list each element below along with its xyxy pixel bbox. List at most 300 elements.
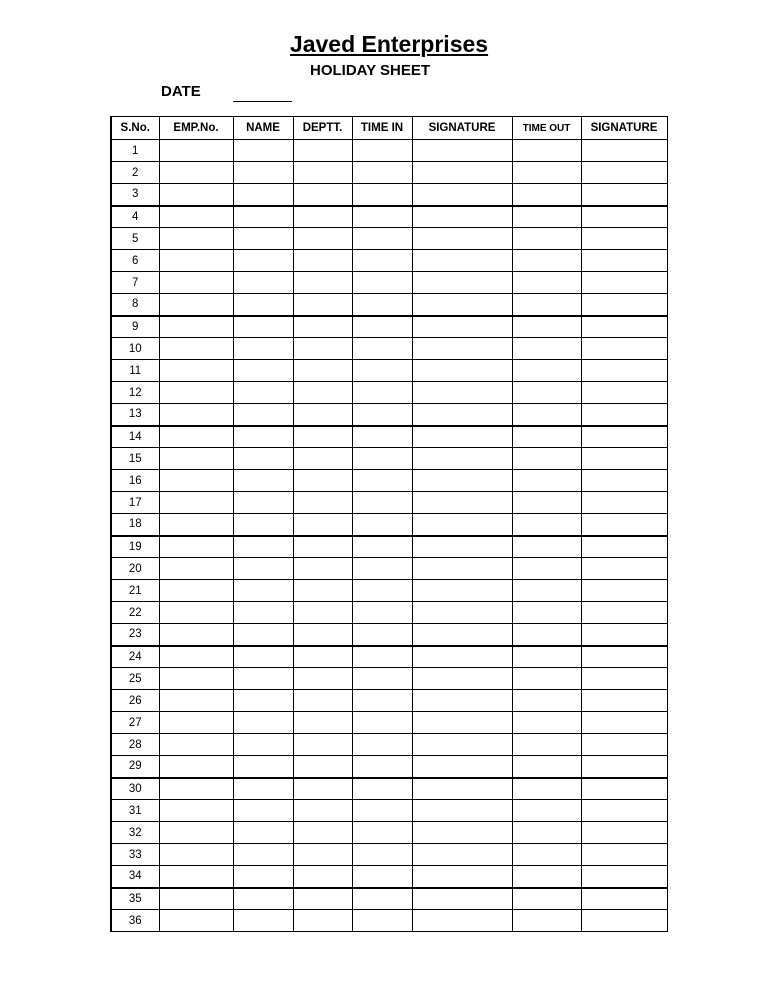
time-in-cell[interactable] xyxy=(352,712,412,734)
time-out-cell[interactable] xyxy=(512,184,581,206)
signature-out-cell[interactable] xyxy=(581,382,667,404)
sno-cell: 9 xyxy=(111,316,159,338)
time-in-cell[interactable] xyxy=(352,250,412,272)
time-in-cell[interactable] xyxy=(352,580,412,602)
emp-no-cell[interactable] xyxy=(159,470,233,492)
time-in-cell[interactable] xyxy=(352,184,412,206)
name-cell[interactable] xyxy=(233,272,293,294)
time-in-cell[interactable] xyxy=(352,404,412,426)
name-cell[interactable] xyxy=(233,338,293,360)
signature-in-cell[interactable] xyxy=(412,426,512,448)
name-cell[interactable] xyxy=(233,778,293,800)
sno-cell: 31 xyxy=(111,800,159,822)
deptt-cell[interactable] xyxy=(293,778,352,800)
time-out-cell[interactable] xyxy=(512,404,581,426)
time-out-cell[interactable] xyxy=(512,624,581,646)
time-out-cell[interactable] xyxy=(512,646,581,668)
name-cell[interactable] xyxy=(233,624,293,646)
signature-out-cell[interactable] xyxy=(581,690,667,712)
sno-cell: 21 xyxy=(111,580,159,602)
time-out-cell[interactable] xyxy=(512,756,581,778)
signature-in-cell[interactable] xyxy=(412,646,512,668)
signature-in-cell[interactable] xyxy=(412,294,512,316)
deptt-cell[interactable] xyxy=(293,646,352,668)
signature-out-cell[interactable] xyxy=(581,140,667,162)
time-out-cell[interactable] xyxy=(512,162,581,184)
signature-out-cell[interactable] xyxy=(581,910,667,932)
time-out-cell[interactable] xyxy=(512,668,581,690)
name-cell[interactable] xyxy=(233,514,293,536)
sno-cell: 17 xyxy=(111,492,159,514)
signature-out-cell[interactable] xyxy=(581,360,667,382)
signature-out-cell[interactable] xyxy=(581,558,667,580)
date-label: DATE xyxy=(161,83,201,100)
sno-cell: 15 xyxy=(111,448,159,470)
signature-in-cell[interactable] xyxy=(412,624,512,646)
signature-in-cell[interactable] xyxy=(412,910,512,932)
signature-in-cell[interactable] xyxy=(412,360,512,382)
time-out-cell[interactable] xyxy=(512,426,581,448)
signature-out-cell[interactable] xyxy=(581,492,667,514)
deptt-cell[interactable] xyxy=(293,536,352,558)
deptt-cell[interactable] xyxy=(293,272,352,294)
deptt-cell[interactable] xyxy=(293,250,352,272)
time-in-cell[interactable] xyxy=(352,382,412,404)
deptt-cell[interactable] xyxy=(293,426,352,448)
company-title: Javed Enterprises xyxy=(289,31,489,57)
name-cell[interactable] xyxy=(233,844,293,866)
deptt-cell[interactable] xyxy=(293,382,352,404)
deptt-cell[interactable] xyxy=(293,690,352,712)
name-cell[interactable] xyxy=(233,470,293,492)
name-cell[interactable] xyxy=(233,690,293,712)
time-in-cell[interactable] xyxy=(352,338,412,360)
time-out-cell[interactable] xyxy=(512,448,581,470)
name-cell[interactable] xyxy=(233,294,293,316)
time-out-cell[interactable] xyxy=(512,712,581,734)
time-in-cell[interactable] xyxy=(352,734,412,756)
deptt-cell[interactable] xyxy=(293,734,352,756)
signature-in-cell[interactable] xyxy=(412,734,512,756)
sno-cell: 27 xyxy=(111,712,159,734)
sno-cell: 28 xyxy=(111,734,159,756)
table-row xyxy=(111,668,667,690)
time-in-cell[interactable] xyxy=(352,910,412,932)
emp-no-cell[interactable] xyxy=(159,844,233,866)
signature-out-cell[interactable] xyxy=(581,448,667,470)
signature-in-cell[interactable] xyxy=(412,404,512,426)
col-header-name: NAME xyxy=(233,117,293,140)
emp-no-cell[interactable] xyxy=(159,536,233,558)
table-row xyxy=(111,250,667,272)
signature-in-cell[interactable] xyxy=(412,888,512,910)
name-cell[interactable] xyxy=(233,360,293,382)
name-cell[interactable] xyxy=(233,228,293,250)
time-out-cell[interactable] xyxy=(512,294,581,316)
emp-no-cell[interactable] xyxy=(159,668,233,690)
deptt-cell[interactable] xyxy=(293,624,352,646)
emp-no-cell[interactable] xyxy=(159,250,233,272)
deptt-cell[interactable] xyxy=(293,140,352,162)
deptt-cell[interactable] xyxy=(293,404,352,426)
deptt-cell[interactable] xyxy=(293,558,352,580)
emp-no-cell[interactable] xyxy=(159,360,233,382)
time-in-cell[interactable] xyxy=(352,668,412,690)
sno-cell: 22 xyxy=(111,602,159,624)
signature-out-cell[interactable] xyxy=(581,338,667,360)
signature-in-cell[interactable] xyxy=(412,558,512,580)
time-out-cell[interactable] xyxy=(512,822,581,844)
time-out-cell[interactable] xyxy=(512,338,581,360)
signature-out-cell[interactable] xyxy=(581,536,667,558)
time-in-cell[interactable] xyxy=(352,316,412,338)
name-cell[interactable] xyxy=(233,316,293,338)
signature-in-cell[interactable] xyxy=(412,382,512,404)
deptt-cell[interactable] xyxy=(293,844,352,866)
signature-out-cell[interactable] xyxy=(581,624,667,646)
time-out-cell[interactable] xyxy=(512,778,581,800)
emp-no-cell[interactable] xyxy=(159,162,233,184)
signature-in-cell[interactable] xyxy=(412,228,512,250)
signature-out-cell[interactable] xyxy=(581,778,667,800)
name-cell[interactable] xyxy=(233,184,293,206)
time-in-cell[interactable] xyxy=(352,888,412,910)
emp-no-cell[interactable] xyxy=(159,558,233,580)
signature-in-cell[interactable] xyxy=(412,338,512,360)
emp-no-cell[interactable] xyxy=(159,492,233,514)
signature-in-cell[interactable] xyxy=(412,162,512,184)
name-cell[interactable] xyxy=(233,404,293,426)
time-in-cell[interactable] xyxy=(352,558,412,580)
time-out-cell[interactable] xyxy=(512,602,581,624)
sno-cell: 23 xyxy=(111,624,159,646)
deptt-cell[interactable] xyxy=(293,338,352,360)
time-out-cell[interactable] xyxy=(512,206,581,228)
signature-out-cell[interactable] xyxy=(581,844,667,866)
emp-no-cell[interactable] xyxy=(159,448,233,470)
name-cell[interactable] xyxy=(233,800,293,822)
time-out-cell[interactable] xyxy=(512,316,581,338)
name-cell[interactable] xyxy=(233,910,293,932)
emp-no-cell[interactable] xyxy=(159,206,233,228)
time-out-cell[interactable] xyxy=(512,382,581,404)
name-cell[interactable] xyxy=(233,206,293,228)
time-in-cell[interactable] xyxy=(352,448,412,470)
table-row xyxy=(111,690,667,712)
time-in-cell[interactable] xyxy=(352,492,412,514)
deptt-cell[interactable] xyxy=(293,800,352,822)
time-out-cell[interactable] xyxy=(512,690,581,712)
emp-no-cell[interactable] xyxy=(159,624,233,646)
deptt-cell[interactable] xyxy=(293,228,352,250)
emp-no-cell[interactable] xyxy=(159,910,233,932)
col-header-signature-in: SIGNATURE xyxy=(412,117,512,140)
table-row xyxy=(111,800,667,822)
time-in-cell[interactable] xyxy=(352,294,412,316)
name-cell[interactable] xyxy=(233,756,293,778)
signature-in-cell[interactable] xyxy=(412,580,512,602)
table-row xyxy=(111,448,667,470)
emp-no-cell[interactable] xyxy=(159,756,233,778)
time-in-cell[interactable] xyxy=(352,866,412,888)
deptt-cell[interactable] xyxy=(293,184,352,206)
emp-no-cell[interactable] xyxy=(159,778,233,800)
deptt-cell[interactable] xyxy=(293,756,352,778)
sno-cell: 10 xyxy=(111,338,159,360)
holiday-table xyxy=(110,116,668,932)
time-in-cell[interactable] xyxy=(352,272,412,294)
signature-in-cell[interactable] xyxy=(412,712,512,734)
deptt-cell[interactable] xyxy=(293,294,352,316)
table-row xyxy=(111,822,667,844)
signature-out-cell[interactable] xyxy=(581,184,667,206)
time-out-cell[interactable] xyxy=(512,910,581,932)
signature-out-cell[interactable] xyxy=(581,426,667,448)
time-in-cell[interactable] xyxy=(352,360,412,382)
signature-in-cell[interactable] xyxy=(412,140,512,162)
signature-out-cell[interactable] xyxy=(581,602,667,624)
name-cell[interactable] xyxy=(233,866,293,888)
time-out-cell[interactable] xyxy=(512,866,581,888)
time-out-cell[interactable] xyxy=(512,250,581,272)
time-in-cell[interactable] xyxy=(352,822,412,844)
deptt-cell[interactable] xyxy=(293,514,352,536)
table-row xyxy=(111,206,667,228)
sno-cell: 35 xyxy=(111,888,159,910)
sno-cell: 30 xyxy=(111,778,159,800)
name-cell[interactable] xyxy=(233,140,293,162)
signature-out-cell[interactable] xyxy=(581,734,667,756)
table-row xyxy=(111,558,667,580)
emp-no-cell[interactable] xyxy=(159,316,233,338)
time-in-cell[interactable] xyxy=(352,800,412,822)
name-cell[interactable] xyxy=(233,888,293,910)
time-out-cell[interactable] xyxy=(512,536,581,558)
time-in-cell[interactable] xyxy=(352,206,412,228)
signature-in-cell[interactable] xyxy=(412,206,512,228)
emp-no-cell[interactable] xyxy=(159,800,233,822)
time-in-cell[interactable] xyxy=(352,426,412,448)
time-in-cell[interactable] xyxy=(352,162,412,184)
deptt-cell[interactable] xyxy=(293,470,352,492)
deptt-cell[interactable] xyxy=(293,162,352,184)
emp-no-cell[interactable] xyxy=(159,866,233,888)
time-out-cell[interactable] xyxy=(512,844,581,866)
time-out-cell[interactable] xyxy=(512,888,581,910)
deptt-cell[interactable] xyxy=(293,492,352,514)
time-out-cell[interactable] xyxy=(512,492,581,514)
deptt-cell[interactable] xyxy=(293,822,352,844)
time-in-cell[interactable] xyxy=(352,514,412,536)
name-cell[interactable] xyxy=(233,448,293,470)
signature-out-cell[interactable] xyxy=(581,888,667,910)
signature-out-cell[interactable] xyxy=(581,646,667,668)
signature-out-cell[interactable] xyxy=(581,228,667,250)
signature-out-cell[interactable] xyxy=(581,404,667,426)
table-row xyxy=(111,184,667,206)
signature-in-cell[interactable] xyxy=(412,536,512,558)
deptt-cell[interactable] xyxy=(293,316,352,338)
table-row xyxy=(111,514,667,536)
deptt-cell[interactable] xyxy=(293,712,352,734)
deptt-cell[interactable] xyxy=(293,888,352,910)
signature-in-cell[interactable] xyxy=(412,844,512,866)
sheet-title: HOLIDAY SHEET xyxy=(309,62,431,79)
name-cell[interactable] xyxy=(233,162,293,184)
name-cell[interactable] xyxy=(233,492,293,514)
signature-out-cell[interactable] xyxy=(581,668,667,690)
time-in-cell[interactable] xyxy=(352,602,412,624)
sno-cell: 24 xyxy=(111,646,159,668)
signature-in-cell[interactable] xyxy=(412,272,512,294)
signature-out-cell[interactable] xyxy=(581,162,667,184)
sno-cell: 11 xyxy=(111,360,159,382)
col-header-time-out: TIME OUT xyxy=(512,117,581,140)
time-in-cell[interactable] xyxy=(352,536,412,558)
table-row xyxy=(111,470,667,492)
table-row xyxy=(111,492,667,514)
name-cell[interactable] xyxy=(233,426,293,448)
deptt-cell[interactable] xyxy=(293,602,352,624)
deptt-cell[interactable] xyxy=(293,206,352,228)
time-out-cell[interactable] xyxy=(512,734,581,756)
time-in-cell[interactable] xyxy=(352,778,412,800)
emp-no-cell[interactable] xyxy=(159,888,233,910)
time-out-cell[interactable] xyxy=(512,360,581,382)
table-row xyxy=(111,228,667,250)
sno-cell: 2 xyxy=(111,162,159,184)
deptt-cell[interactable] xyxy=(293,910,352,932)
signature-out-cell[interactable] xyxy=(581,206,667,228)
time-in-cell[interactable] xyxy=(352,646,412,668)
deptt-cell[interactable] xyxy=(293,580,352,602)
name-cell[interactable] xyxy=(233,822,293,844)
signature-out-cell[interactable] xyxy=(581,514,667,536)
signature-in-cell[interactable] xyxy=(412,668,512,690)
signature-in-cell[interactable] xyxy=(412,602,512,624)
emp-no-cell[interactable] xyxy=(159,822,233,844)
time-out-cell[interactable] xyxy=(512,140,581,162)
signature-out-cell[interactable] xyxy=(581,294,667,316)
name-cell[interactable] xyxy=(233,558,293,580)
sno-cell: 8 xyxy=(111,294,159,316)
name-cell[interactable] xyxy=(233,536,293,558)
emp-no-cell[interactable] xyxy=(159,228,233,250)
signature-out-cell[interactable] xyxy=(581,866,667,888)
time-out-cell[interactable] xyxy=(512,470,581,492)
emp-no-cell[interactable] xyxy=(159,404,233,426)
emp-no-cell[interactable] xyxy=(159,184,233,206)
name-cell[interactable] xyxy=(233,580,293,602)
sno-cell: 20 xyxy=(111,558,159,580)
signature-out-cell[interactable] xyxy=(581,756,667,778)
time-out-cell[interactable] xyxy=(512,800,581,822)
deptt-cell[interactable] xyxy=(293,866,352,888)
time-in-cell[interactable] xyxy=(352,624,412,646)
signature-in-cell[interactable] xyxy=(412,316,512,338)
emp-no-cell[interactable] xyxy=(159,338,233,360)
signature-in-cell[interactable] xyxy=(412,756,512,778)
signature-in-cell[interactable] xyxy=(412,448,512,470)
emp-no-cell[interactable] xyxy=(159,734,233,756)
time-in-cell[interactable] xyxy=(352,140,412,162)
sno-cell: 14 xyxy=(111,426,159,448)
signature-in-cell[interactable] xyxy=(412,866,512,888)
signature-in-cell[interactable] xyxy=(412,470,512,492)
signature-in-cell[interactable] xyxy=(412,492,512,514)
name-cell[interactable] xyxy=(233,250,293,272)
signature-out-cell[interactable] xyxy=(581,712,667,734)
time-in-cell[interactable] xyxy=(352,756,412,778)
table-row xyxy=(111,294,667,316)
name-cell[interactable] xyxy=(233,712,293,734)
time-out-cell[interactable] xyxy=(512,228,581,250)
time-out-cell[interactable] xyxy=(512,580,581,602)
signature-in-cell[interactable] xyxy=(412,514,512,536)
name-cell[interactable] xyxy=(233,646,293,668)
signature-out-cell[interactable] xyxy=(581,470,667,492)
deptt-cell[interactable] xyxy=(293,360,352,382)
signature-out-cell[interactable] xyxy=(581,250,667,272)
signature-out-cell[interactable] xyxy=(581,822,667,844)
emp-no-cell[interactable] xyxy=(159,294,233,316)
emp-no-cell[interactable] xyxy=(159,602,233,624)
time-out-cell[interactable] xyxy=(512,514,581,536)
time-in-cell[interactable] xyxy=(352,690,412,712)
time-in-cell[interactable] xyxy=(352,470,412,492)
signature-out-cell[interactable] xyxy=(581,316,667,338)
time-in-cell[interactable] xyxy=(352,844,412,866)
name-cell[interactable] xyxy=(233,668,293,690)
sno-cell: 1 xyxy=(111,140,159,162)
signature-in-cell[interactable] xyxy=(412,250,512,272)
emp-no-cell[interactable] xyxy=(159,272,233,294)
signature-in-cell[interactable] xyxy=(412,184,512,206)
time-out-cell[interactable] xyxy=(512,272,581,294)
deptt-cell[interactable] xyxy=(293,668,352,690)
emp-no-cell[interactable] xyxy=(159,382,233,404)
col-header-time-in: TIME IN xyxy=(352,117,412,140)
signature-in-cell[interactable] xyxy=(412,822,512,844)
emp-no-cell[interactable] xyxy=(159,140,233,162)
signature-in-cell[interactable] xyxy=(412,778,512,800)
name-cell[interactable] xyxy=(233,734,293,756)
signature-out-cell[interactable] xyxy=(581,272,667,294)
table-row xyxy=(111,712,667,734)
name-cell[interactable] xyxy=(233,602,293,624)
emp-no-cell[interactable] xyxy=(159,690,233,712)
time-out-cell[interactable] xyxy=(512,558,581,580)
emp-no-cell[interactable] xyxy=(159,580,233,602)
signature-out-cell[interactable] xyxy=(581,800,667,822)
table-row xyxy=(111,602,667,624)
emp-no-cell[interactable] xyxy=(159,646,233,668)
time-in-cell[interactable] xyxy=(352,228,412,250)
sno-cell: 5 xyxy=(111,228,159,250)
emp-no-cell[interactable] xyxy=(159,712,233,734)
emp-no-cell[interactable] xyxy=(159,514,233,536)
table-row xyxy=(111,272,667,294)
signature-out-cell[interactable] xyxy=(581,580,667,602)
col-header-signature-out: SIGNATURE xyxy=(581,117,667,140)
col-header-emp-no: EMP.No. xyxy=(159,117,233,140)
emp-no-cell[interactable] xyxy=(159,426,233,448)
signature-in-cell[interactable] xyxy=(412,690,512,712)
deptt-cell[interactable] xyxy=(293,448,352,470)
name-cell[interactable] xyxy=(233,382,293,404)
signature-in-cell[interactable] xyxy=(412,800,512,822)
date-field[interactable] xyxy=(233,101,292,102)
